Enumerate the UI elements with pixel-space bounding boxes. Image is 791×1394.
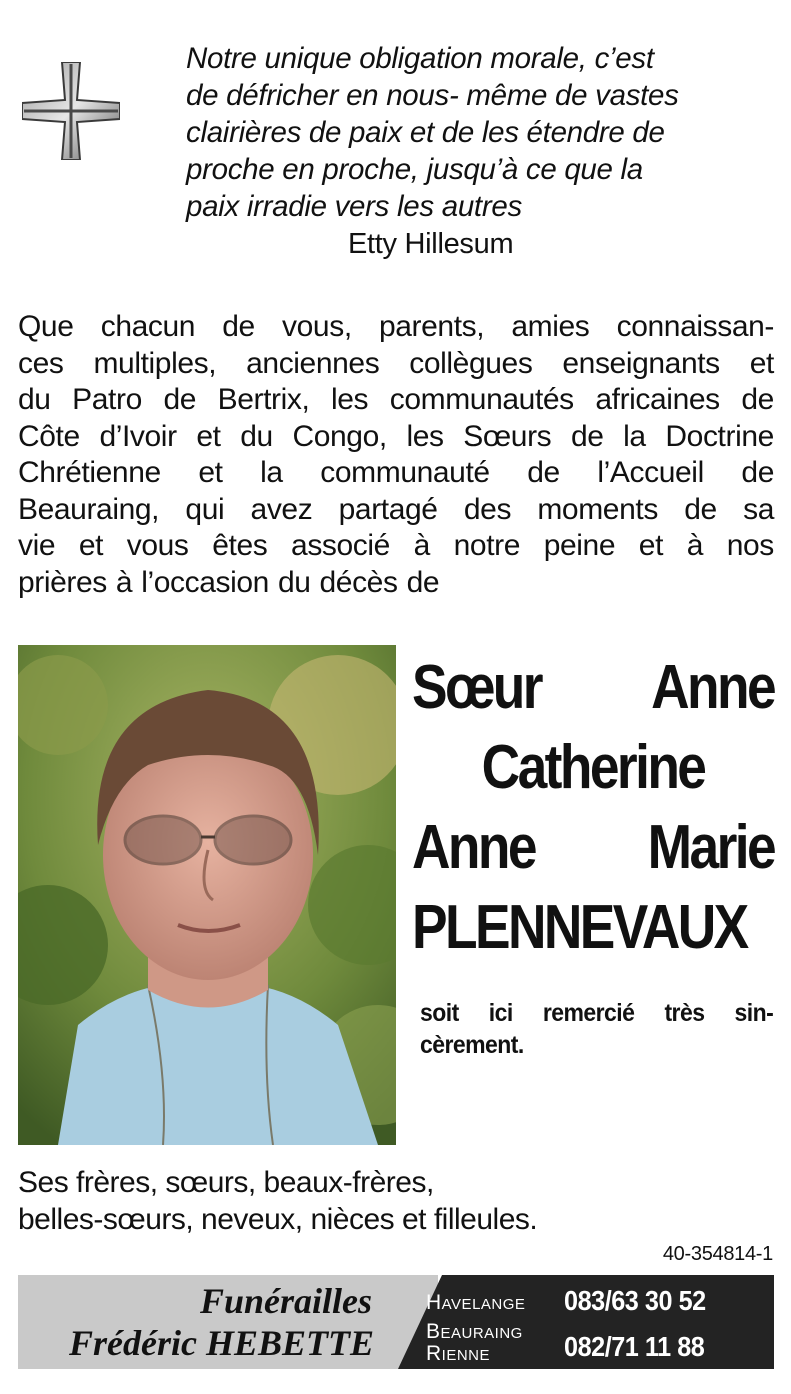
name-word: Sœur [412, 653, 541, 722]
paragraph-word: à [115, 565, 133, 599]
paragraph-word: de [222, 310, 255, 343]
paragraph-word: Congo, [292, 419, 387, 453]
paragraph-line [18, 492, 774, 529]
paragraph-line [18, 346, 774, 383]
quote [186, 40, 776, 225]
paragraph-word: peine [543, 529, 616, 562]
paragraph-word: vous, [282, 310, 352, 343]
family-line: belles-sœurs, neveux, nièces et filleules. [18, 1203, 538, 1236]
phone-beauraing: 082/71 11 88 [564, 1331, 705, 1362]
paragraph-word: de [684, 492, 717, 526]
paragraph-word: la [623, 419, 646, 453]
paragraph-line [18, 528, 774, 565]
family-signature [18, 1164, 537, 1238]
thanks-word: soit [420, 999, 459, 1027]
thanks-line [420, 997, 773, 1029]
paragraph-word: Doctrine [665, 419, 774, 453]
paragraph-word: connaissan- [616, 310, 774, 343]
thanks-word: cèrement. [420, 1031, 524, 1059]
paragraph-word: vie [18, 529, 56, 562]
paragraph-word: et [196, 419, 221, 453]
paragraph-line [18, 565, 774, 602]
paragraph-word: les [406, 419, 444, 453]
paragraph-word: prières [18, 565, 107, 599]
paragraph-word: collègues [409, 346, 533, 380]
name-word: Anne [651, 653, 775, 722]
name-word: Catherine [481, 733, 705, 802]
paragraph-word: enseignants [562, 346, 720, 380]
paragraph-word: la [260, 456, 283, 489]
paragraph-word: de [406, 565, 440, 599]
paragraph-word: du [18, 383, 51, 416]
paragraph-word: communautés [389, 383, 574, 416]
paragraph-word: du [240, 419, 273, 453]
quote-line: Notre unique obligation morale, c’est [186, 42, 654, 75]
thanks-line [420, 1029, 773, 1061]
paragraph-word: à [686, 529, 704, 562]
paragraph-word: sa [743, 492, 774, 526]
paragraph-word: Beauraing, [18, 492, 160, 526]
reference-number: 40-354814-1 [662, 1243, 773, 1265]
family-line: Ses frères, sœurs, beaux-frères, [18, 1166, 434, 1199]
paragraph-line [18, 455, 774, 492]
paragraph-word: Sœurs [463, 419, 552, 453]
deceased-name [412, 648, 774, 968]
name-line [412, 728, 774, 808]
thanks-word: très [664, 999, 705, 1027]
paragraph-word: Bertrix, [217, 383, 310, 416]
name-word: Marie [647, 813, 775, 882]
quote-line: clairières de paix et de les étendre de [186, 116, 665, 149]
paragraph-word: partagé [338, 492, 438, 526]
paragraph-word: et [78, 529, 104, 562]
name-line [412, 808, 774, 888]
city-havelange: Havelange [426, 1291, 526, 1314]
paragraph-word: communauté [320, 456, 490, 489]
name-word: Anne [412, 813, 535, 882]
paragraph-word: notre [453, 529, 521, 562]
paragraph-word: associé [291, 529, 390, 562]
paragraph-word: de [163, 383, 197, 416]
thanks-text [420, 997, 774, 1061]
quote-author: Etty Hillesum [348, 228, 514, 260]
paragraph-word: Chrétienne [18, 456, 161, 489]
quote-line: de défricher en nous- même de vastes [186, 79, 679, 112]
paragraph-word: décès [319, 565, 398, 599]
paragraph-word: vous [126, 529, 189, 562]
paragraph-word: ces [18, 346, 64, 380]
portrait-photo [18, 645, 396, 1145]
acknowledgement-paragraph [18, 309, 774, 601]
paragraph-word: et [749, 346, 774, 380]
paragraph-word: et [638, 529, 664, 562]
paragraph-word: parents, [378, 310, 485, 343]
phone-havelange: 083/63 30 52 [564, 1285, 706, 1316]
paragraph-word: d’Ivoir [99, 419, 177, 453]
city-rienne: Rienne [426, 1342, 491, 1365]
thanks-word: ici [488, 999, 513, 1027]
paragraph-word: Côte [18, 419, 80, 453]
paragraph-word: et [198, 456, 223, 489]
paragraph-line [18, 419, 774, 456]
paragraph-line [18, 382, 774, 419]
paragraph-word: avez [250, 492, 313, 526]
quote-line: paix irradie vers les autres [186, 190, 522, 223]
paragraph-word: Que [18, 310, 74, 343]
company-name-line2: Frédéric HEBETTE [69, 1323, 374, 1363]
paragraph-word: multiples, [93, 346, 217, 380]
name-line [412, 648, 774, 728]
paragraph-line [18, 309, 774, 346]
paragraph-word: de [527, 456, 560, 489]
paragraph-word: de [741, 383, 774, 416]
surname: PLENNEVAUX [412, 893, 747, 962]
paragraph-word: amies [511, 310, 590, 343]
paragraph-word: africaines [595, 383, 720, 416]
cross-icon [22, 62, 120, 160]
thanks-word: sin- [734, 999, 774, 1027]
paragraph-word: de [741, 456, 774, 489]
paragraph-word: des [463, 492, 512, 526]
paragraph-word: l’occasion [141, 565, 269, 599]
funeral-home-banner [18, 1275, 774, 1369]
quote-line: proche en proche, jusqu’à ce que la [186, 153, 643, 186]
name-line [412, 888, 774, 968]
city-beauraing: Beauraing [426, 1320, 523, 1343]
paragraph-word: moments [537, 492, 658, 526]
paragraph-word: à [413, 529, 430, 562]
paragraph-word: chacun [100, 310, 196, 343]
paragraph-word: êtes [212, 529, 268, 562]
paragraph-word: du [277, 565, 311, 599]
company-name-line1: Funérailles [199, 1281, 372, 1321]
thanks-word: remercié [542, 999, 635, 1027]
paragraph-word: anciennes [246, 346, 380, 380]
paragraph-word: l’Accueil [597, 456, 704, 489]
paragraph-word: nos [726, 529, 774, 562]
paragraph-word: qui [185, 492, 225, 526]
paragraph-word: Patro [72, 383, 142, 416]
paragraph-word: les [331, 383, 369, 416]
paragraph-word: de [570, 419, 604, 453]
